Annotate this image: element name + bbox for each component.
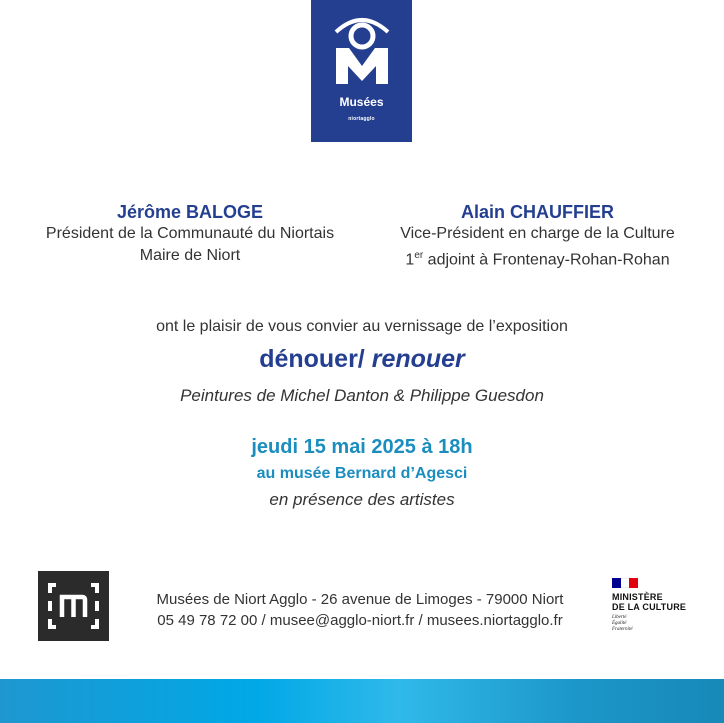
republic-motto: Liberté Égalité Fraternité	[612, 615, 633, 632]
event-presence: en présence des artistes	[269, 490, 455, 509]
ordinal-suffix: er	[414, 250, 424, 261]
footer-gradient-band	[0, 679, 724, 723]
host-left	[20, 201, 360, 267]
host-role-rest: adjoint à Frontenay-Rohan-Rohan	[423, 251, 670, 269]
musees-niortagglo-logo	[311, 0, 412, 142]
host-role	[375, 245, 700, 271]
host-name: Alain CHAUFFIER	[461, 202, 614, 222]
host-role: Président de la Communauté du Niortais	[45, 225, 335, 242]
event-date: jeudi 15 mai 2025 à 18h	[251, 436, 473, 458]
m-bracket-logo	[38, 571, 109, 641]
host-role: Maire de Niort	[139, 247, 241, 264]
contact-address: Musées de Niort Agglo - 26 avenue de Limoges - 79000 Niort	[156, 591, 564, 608]
host-right	[375, 201, 700, 271]
contact-details: 05 49 78 72 00 / musee@agglo-niort.fr / musees.niortagglo.fr	[157, 612, 563, 629]
host-role: Vice-Président en charge de la Culture	[400, 225, 675, 242]
exhibition-title-part1: dénouer/	[259, 345, 365, 373]
contact-block	[130, 589, 590, 631]
event-venue: au musée Bernard d’Agesci	[256, 465, 468, 482]
exhibition-subtitle: Peintures de Michel Danton & Philippe Guesdon	[180, 386, 544, 405]
invite-text: ont le plaisir de vous convier au vernissage de l’exposition	[156, 318, 568, 335]
french-flag-icon	[612, 578, 638, 588]
ministry-culture-logo	[612, 578, 702, 633]
m-bracket-icon	[38, 571, 109, 641]
ordinal-number: 1	[405, 251, 415, 269]
exhibition-title-part2: renouer	[364, 345, 465, 373]
logo-brand-text: Musées	[339, 95, 384, 109]
musees-eye-m-icon	[332, 14, 392, 86]
host-name: Jérôme BALOGE	[116, 202, 264, 222]
exhibition-title	[0, 345, 724, 374]
logo-sub-text: niortagglo	[348, 116, 375, 122]
ministry-title: MINISTÈRE DE LA CULTURE	[612, 592, 687, 612]
